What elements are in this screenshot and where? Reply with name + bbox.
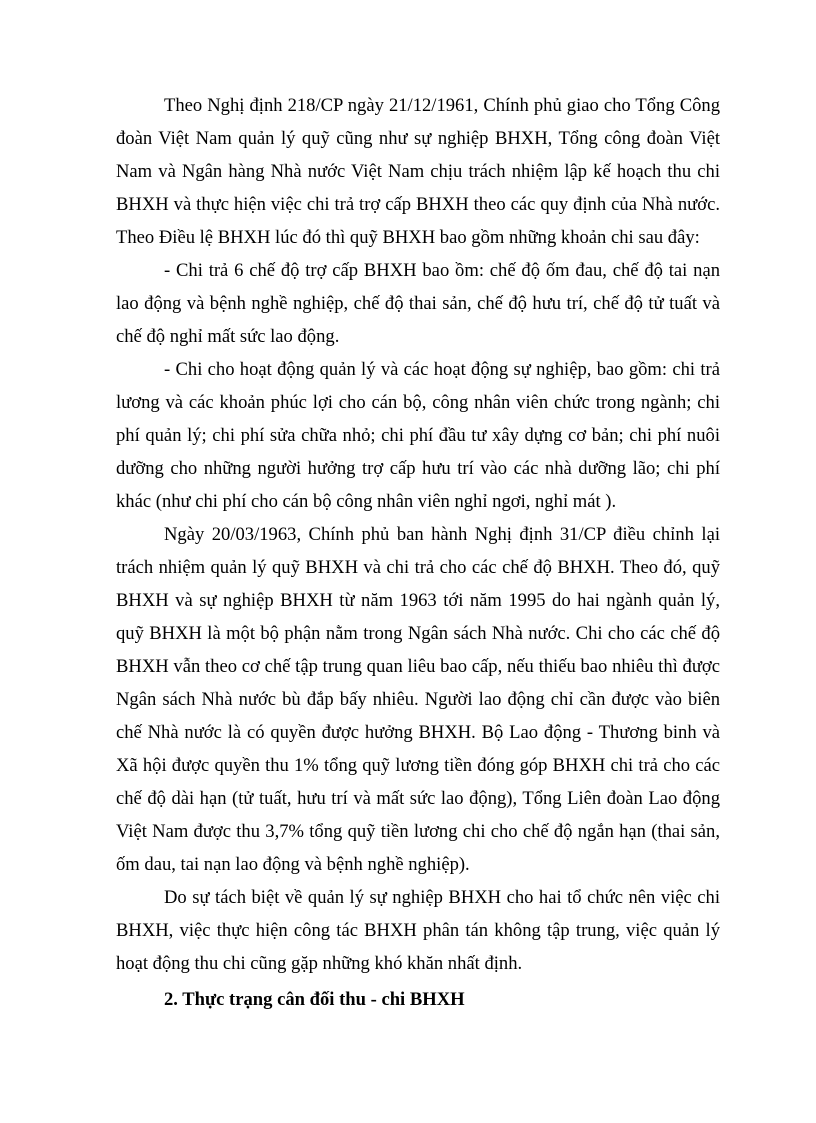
- paragraph-decree-31: Ngày 20/03/1963, Chính phủ ban hành Nghị định 31/CP điều chỉnh lại trách nhiệm quản lý quỹ BHXH và chi trả cho các chế độ BHXH. Theo đó, quỹ BHXH và sự nghiệp BHXH từ năm 1963 tới năm 1995 do hai ngành quản lý, quỹ BHXH là một bộ phận nằm trong Ngân sách Nhà nước. Chi cho các chế độ BHXH vẫn theo cơ chế tập trung quan liêu bao cấp, nếu thiếu bao nhiêu thì được Ngân sách Nhà nước bù đắp bấy nhiêu. Người lao động chỉ cần được vào biên chế Nhà nước là có quyền được hưởng BHXH. Bộ Lao động - Thương binh và Xã hội được quyền thu 1% tổng quỹ lương tiền đóng góp BHXH chi trả cho các chế độ dài hạn (tử tuất, hưu trí và mất sức lao động), Tổng Liên đoàn Lao động Việt Nam được thu 3,7% tổng quỹ tiền lương chi cho chế độ ngắn hạn (thai sản, ốm dau, tai nạn lao động và bệnh nghề nghiệp).: [116, 524, 720, 875]
- document-page: [116, 89, 720, 1016]
- paragraph-six-regimes: - Chi trả 6 chế độ trợ cấp BHXH bao ồm: chế độ ốm đau, chế độ tai nạn lao động và bệnh nghề nghiệp, chế độ thai sản, chế độ hưu trí, chế độ tử tuất và chế độ nghỉ mất sức lao động.: [116, 260, 720, 347]
- paragraph-separation: Do sự tách biệt về quản lý sự nghiệp BHXH cho hai tổ chức nên việc chi BHXH, việc thực hiện công tác BHXH phân tán không tập trung, việc quản lý hoạt động thu chi cũng gặp những khó khăn nhất định.: [116, 887, 720, 974]
- section-heading: 2. Thực trạng cân đối thu - chi BHXH: [164, 989, 465, 1010]
- paragraph-management-costs: - Chi cho hoạt động quản lý và các hoạt động sự nghiệp, bao gồm: chi trả lương và các khoản phúc lợi cho cán bộ, công nhân viên chức trong ngành; chi phí quản lý; chi phí sửa chữa nhỏ; chi phí đầu tư xây dựng cơ bản; chi phí nuôi dưỡng cho những người hưởng trợ cấp hưu trí vào các nhà dưỡng lão; chi phí khác (như chi phí cho cán bộ công nhân viên nghỉ ngơi, nghỉ mát ).: [116, 359, 720, 512]
- paragraph-decree-218: Theo Nghị định 218/CP ngày 21/12/1961, Chính phủ giao cho Tổng Công đoàn Việt Nam quản lý quỹ cũng như sự nghiệp BHXH, Tổng công đoàn Việt Nam và Ngân hàng Nhà nước Việt Nam chịu trách nhiệm lập kế hoạch thu chi BHXH và thực hiện việc chi trả trợ cấp BHXH theo các quy định của Nhà nước. Theo Điều lệ BHXH lúc đó thì quỹ BHXH bao gồm những khoản chi sau đây:: [116, 95, 720, 248]
